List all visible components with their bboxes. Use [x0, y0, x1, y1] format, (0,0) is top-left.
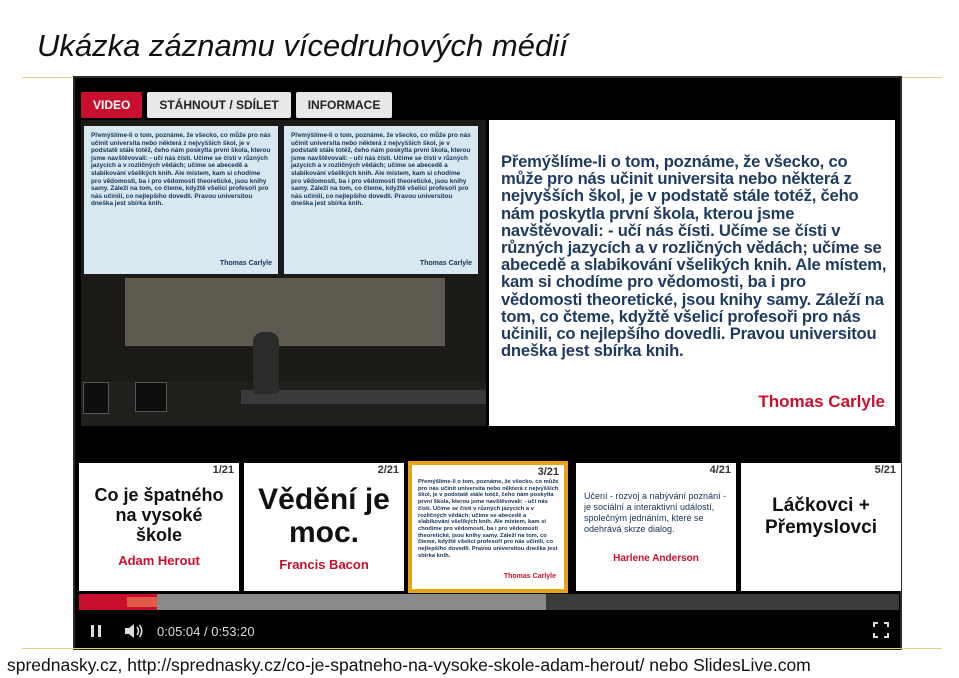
thumbnail-author: Francis Bacon [279, 557, 369, 572]
fullscreen-icon[interactable] [873, 622, 889, 641]
pause-icon[interactable] [89, 623, 103, 642]
thumbnail-5[interactable] [741, 463, 901, 591]
monitor [135, 382, 167, 412]
source-footer: sprednasky.cz, http://sprednasky.cz/co-je-spatneho-na-vysoke-skole-adam-herout/ nebo SlidesLive.com [7, 655, 811, 675]
slide-title: Ukázka záznamu vícedruhových médií [37, 28, 568, 63]
projection-text: Přemýšlíme-li o tom, poznáme, že všecko, co může pro nás učinit universita nebo některá z nejvyšších škol, je v podstatě stále totéž, čeho nám poskytla první škola, kterou jsme navštěvovali: - učí nás čísti. Učíme se čísti v různých jazycích a v rozličných vědách; učíme se abecedě a slabikování všelikých knih. Ale místem, kam si chodíme pro vědomosti, ba i pro vědomosti theoretické, jsou knihy samy. Záleží na tom, co čteme, kdyžtě všelicí profesoři pro nás učinili, co nejlepšího dovedli. [91, 132, 271, 200]
progress-bar[interactable] [79, 594, 899, 610]
tab-video[interactable]: VIDEO [81, 92, 142, 118]
thumbnail-quote-text: Přemýšlíme-li o tom, poznáme, že všecko, co může pro nás učinit universita nebo některá z nejvyšších škol, je v podstatě stále totéž, čeho nám poskytla první škola, kterou jsme navštěvovali: - učí nás čísti. Učíme se čísti v různých jazycích a v rozličných vědách; učíme se abecedě a slabikování všelikých knih. Ale místem, kam si chodíme pro vědomosti, ba i pro vědomosti theoretické, jsou knihy samy. Záleží na tom, co čteme, kdyžtě všelicí profesoři pro nás učinili, co nejlepšího dovedli. [418, 479, 559, 553]
lecture-video[interactable] [81, 120, 486, 426]
blackboard [125, 278, 445, 346]
monitor [83, 382, 109, 414]
projection-text: Přemýšlíme-li o tom, poznáme, že všecko, co může pro nás učinit universita nebo některá z nejvyšších škol, je v podstatě stále totéž, čeho nám poskytla první škola, kterou jsme navštěvovali: - učí nás čísti. Učíme se čísti v různých jazycích a v rozličných vědách; učíme se abecedě a slabikování všelikých knih. Ale místem, kam si chodíme pro vědomosti, ba i pro vědomosti theoretické, jsou knihy samy. Záleží na tom, co čteme, kdyžtě všelicí profesoři pro nás učinili, co nejlepšího dovedli. [291, 132, 471, 200]
projection-text-last: Pravou universitou dneška jest sbírka knih. [291, 192, 453, 208]
slide-quote-last: Pravou universitou dneška jest sbírka knih. [501, 324, 877, 361]
projection-screen-right [284, 126, 478, 274]
footer-divider [22, 648, 942, 649]
tab-download-share[interactable]: STÁHNOUT / SDÍLET [147, 92, 290, 118]
projection-text-last: Pravou universitou dneška jest sbírka knih. [91, 192, 253, 208]
lecturer [253, 332, 279, 394]
player-controls [79, 616, 899, 648]
tab-info[interactable]: INFORMACE [296, 92, 393, 118]
thumbnail-number: 4/21 [709, 464, 731, 476]
thumbnail-author: Harlene Anderson [613, 553, 699, 564]
time-display: 0:05:04 / 0:53:20 [157, 624, 255, 639]
thumbnail-number: 3/21 [537, 466, 559, 478]
thumbnail-number: 1/21 [212, 464, 234, 476]
slide-author: Thomas Carlyle [758, 392, 885, 411]
video-player[interactable] [73, 76, 902, 650]
thumbnail-title: Láčkovci + Přemyslovci [765, 495, 877, 538]
thumbnail-3-selected[interactable] [408, 461, 568, 593]
thumbnail-title: Co je špatného na vysoké škole [94, 485, 224, 545]
current-slide [489, 120, 895, 426]
slide-thumbnails [79, 463, 899, 591]
thumbnail-number: 5/21 [874, 464, 896, 476]
thumbnail-2[interactable] [244, 463, 404, 591]
projection-screen-left [84, 126, 278, 274]
thumbnail-quote [418, 479, 559, 559]
thumbnail-1[interactable] [79, 463, 239, 591]
projection-author: Thomas Carlyle [219, 260, 272, 268]
projection-author: Thomas Carlyle [419, 260, 472, 268]
thumbnail-author: Thomas Carlyle [503, 573, 556, 580]
player-tabs [81, 92, 392, 118]
thumbnail-title: Učení - rozvoj a nabývání poznání - je sociální a interaktivní událostí, společným jednáním, které se odehrává skrze dialog. [584, 491, 727, 534]
thumbnail-number: 2/21 [377, 464, 399, 476]
thumbnail-title: Vědění je moc. [258, 483, 390, 549]
thumbnail-4[interactable] [576, 463, 736, 591]
volume-icon[interactable] [123, 622, 145, 643]
progress-handle[interactable] [127, 597, 157, 607]
slide-quote: Přemýšlíme-li o tom, poznáme, že všecko, co může pro nás učinit universita nebo některá z nejvyšších škol, je v podstatě stále totéž, čeho nám poskytla první škola, kterou jsme navštěvovali: - učí nás čísti. Učíme se čísti v různých jazycích a v rozličných vědách; učíme se abecedě a slabikování všelikých knih. Ale místem, kam si chodíme pro vědomosti, ba i pro vědomosti theoretické, jsou knihy samy. Záleží na tom, co čteme, kdyžtě všelicí profesoři pro nás učinili, co nejlepšího dovedli. [501, 152, 887, 344]
thumbnail-quote-last: Pravou universitou dneška jest sbírka knih. [418, 546, 558, 559]
thumbnail-author: Adam Herout [118, 553, 200, 568]
